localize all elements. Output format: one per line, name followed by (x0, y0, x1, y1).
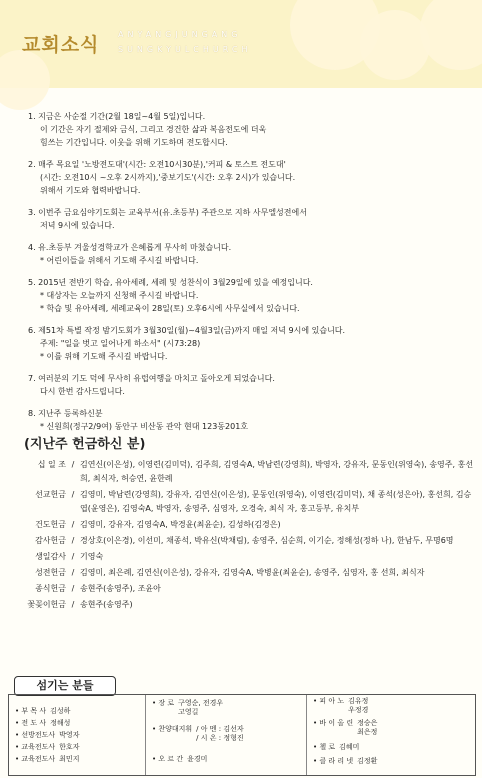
notice-line: 2. 매주 목요일 '노방전도대'(시간: 오전10시30분),'커피 & 토스트 전도대' (28, 160, 286, 169)
notice-item (28, 241, 468, 267)
volunteer-name: 정승은 최은정 (357, 719, 378, 736)
notice-line: 힘쓰는 기간입니다. 이웃을 위해 기도하며 전도합시다. (40, 138, 228, 147)
notice-line: 1. 지금은 사순절 기간(2월 18일~4월 5일)입니다. (28, 112, 206, 121)
volunteer-role: • 장 로 (152, 699, 174, 717)
notice-item (28, 110, 468, 149)
offering-label: 꽃꽂이헌금 (27, 600, 66, 609)
volunteer-role: • 클 라 리 넷 (313, 757, 353, 766)
volunteers-title: 섬기는 분들 (14, 676, 116, 696)
offering-names: 송현주(송영주), 조윤아 (80, 584, 161, 593)
offering-row (6, 534, 476, 548)
separator: / (71, 552, 75, 561)
notice-item (28, 407, 468, 433)
offering-names: 김영미, 박남련(강영희), 강유자, 김연신(이은성), 문동인(위영숙), 이영련(김미덕), 채 종석(성은아), 홍선희, 김승엽(윤영은), 김영숙A, 박영자, 송영주, 심영자, 오경숙, 최식 자, 홍고등부, 유치부 (80, 490, 472, 513)
volunteer-name: 김혜미 (339, 743, 360, 751)
notice-line: 저녁 9시에 있습니다. (40, 221, 115, 230)
volunteer-role: • 교육전도사 (15, 743, 55, 752)
volunteer-row (313, 697, 471, 715)
flower-decoration (360, 10, 430, 80)
flower-decoration (0, 50, 50, 110)
notice-item (28, 158, 468, 197)
offerings-list (6, 458, 476, 614)
page-title: 교회소식 (22, 34, 100, 56)
volunteer-row (152, 699, 302, 717)
offering-row (6, 598, 476, 612)
volunteer-name: 구영순, 전경우 고영길 (178, 699, 224, 716)
offering-names: 김영미, 강유자, 김영숙A, 박경윤(최윤순), 김성하(김경은) (80, 520, 281, 529)
volunteer-name: 김유정 우정경 (348, 697, 369, 714)
volunteer-name: 김성하 (50, 707, 71, 715)
volunteer-row (313, 719, 471, 737)
offering-names: 김영미, 최은례, 김연신(이은성), 강유자, 김영숙A, 박병윤(최윤순), 송영주, 심영자, 홍 선희, 최식자 (80, 568, 425, 577)
offering-names: 기영숙 (80, 552, 104, 561)
separator: / (71, 568, 75, 577)
separator: / (71, 490, 75, 499)
volunteer-row (15, 707, 141, 716)
offering-row (6, 582, 476, 596)
volunteer-role: • 전 도 사 (15, 719, 46, 728)
notice-item (28, 206, 468, 232)
offering-label: 선교헌금 (35, 490, 66, 499)
separator: / (71, 584, 75, 593)
offering-label: 종식헌금 (35, 584, 66, 593)
notice-list (28, 110, 468, 442)
notice-item (28, 324, 468, 363)
offering-names: 김연신(이은성), 이영련(김미덕), 김주희, 김영숙A, 박남련(강영희), 박영자, 강유자, 문동인(위영숙), 송영주, 홍선희, 최식자, 허승연, 윤한례 (80, 460, 474, 483)
volunteers-box (8, 694, 476, 776)
header-subtitle: SUNGKYULCHURCH (118, 45, 252, 54)
separator: / (71, 536, 75, 545)
volunteer-name: 윤경미 (187, 755, 208, 763)
header-band (0, 0, 482, 88)
offering-row (6, 458, 476, 486)
volunteer-name: / 아 멘 : 김선자 / 시 온 : 정형진 (196, 725, 244, 742)
offering-names: 경상호(이은경), 이선미, 채종석, 박유신(박채림), 송영주, 심순희, 이기순, 정해성(정하 나), 한남두, 무명6명 (80, 536, 454, 545)
notice-line: 7. 여러분의 기도 덕에 무사히 유럽여행을 마치고 돌아오게 되었습니다. (28, 374, 275, 383)
notice-line: * 학습 및 유아세례, 세례교육이 28일(토) 오후6시에 사무실에서 있습니다. (40, 304, 300, 313)
offering-row (6, 518, 476, 532)
notice-line: * 대상자는 오늘까지 신청해 주시길 바랍니다. (40, 291, 199, 300)
volunteer-role: • 찬양대지휘 (152, 725, 192, 743)
notice-item (28, 372, 468, 398)
notice-line: (시간: 오전10시 ~오후 2시까지),'중보기도'(시간: 오후 2시)가 있습니다. (40, 173, 296, 182)
separator: / (71, 600, 75, 609)
notice-line: 5. 2015년 전반기 학습, 유아세례, 세례 및 성찬식이 3월29일에 있을 예정입니다. (28, 278, 313, 287)
flower-decoration (420, 0, 482, 70)
notice-line: * 신원희(정구2/9여) 동안구 비산동 관악 현대 123동201호 (40, 422, 249, 431)
volunteer-row (313, 743, 471, 752)
volunteer-row (152, 725, 302, 743)
notice-line: 4. 유.초등부 겨울성경학교가 은혜롭게 무사히 마쳤습니다. (28, 243, 232, 252)
offering-names: 송현주(송영주) (80, 600, 133, 609)
offering-row (6, 550, 476, 564)
offering-label: 건도헌금 (35, 520, 66, 529)
volunteer-role: • 선방전도사 (15, 731, 55, 740)
volunteer-role: • 교육전도사 (15, 755, 55, 764)
volunteers-column (146, 695, 307, 775)
volunteer-name: 한호자 (59, 743, 80, 751)
volunteer-role: • 바 이 올 린 (313, 719, 353, 737)
volunteers-column (9, 695, 146, 775)
volunteer-row (15, 755, 141, 764)
volunteer-row (15, 719, 141, 728)
volunteer-name: 정해성 (50, 719, 71, 727)
notice-line: 위해서 기도와 협력바랍니다. (40, 186, 141, 195)
notice-line: * 어린이들을 위해서 기도해 주시길 바랍니다. (40, 256, 199, 265)
offerings-title: (지난주 헌금하신 분) (24, 437, 146, 452)
offering-label: 십 일 조 (37, 460, 66, 469)
notice-line: 이 기간은 자기 절제와 금식, 그리고 경건한 삶과 복음전도에 더욱 (40, 125, 267, 134)
volunteer-name: 김정환 (357, 757, 378, 765)
volunteers-column (307, 695, 475, 775)
notice-line: 주제: "일을 벗고 일어나게 하소서" (시73:28) (40, 339, 201, 348)
header-subtitle: ANYANGJUNGANG (118, 30, 242, 39)
offering-label: 생일감사 (35, 552, 66, 561)
separator: / (71, 460, 75, 469)
volunteer-row (15, 731, 141, 740)
volunteer-role: • 부 목 사 (15, 707, 46, 716)
separator: / (71, 520, 75, 529)
notice-line: 6. 제51차 특별 작정 밤기도회가 3월30일(월)~4월3일(금)까지 매일 저녁 9시에 있습니다. (28, 326, 346, 335)
notice-line: 3. 이번주 금요심야기도회는 교육부서(유.초등부) 주관으로 지하 사무엘성전에서 (28, 208, 307, 217)
volunteer-role: • 피 아 노 (313, 697, 344, 715)
offering-label: 성전헌금 (35, 568, 66, 577)
volunteer-row (313, 757, 471, 766)
notice-line: 다시 한번 감사드립니다. (40, 387, 125, 396)
offering-row (6, 566, 476, 580)
volunteer-role: • 오 르 간 (152, 755, 183, 764)
volunteer-name: 최민지 (59, 755, 80, 763)
notice-line: 8. 지난주 등록하신분 (28, 409, 103, 418)
offering-label: 감사헌금 (35, 536, 66, 545)
offering-row (6, 488, 476, 516)
notice-item (28, 276, 468, 315)
volunteer-row (152, 755, 302, 764)
notice-line: * 이를 위해 기도해 주시길 바랍니다. (40, 352, 168, 361)
volunteer-name: 박영자 (59, 731, 80, 739)
volunteer-role: • 첼 로 (313, 743, 335, 752)
volunteer-row (15, 743, 141, 752)
